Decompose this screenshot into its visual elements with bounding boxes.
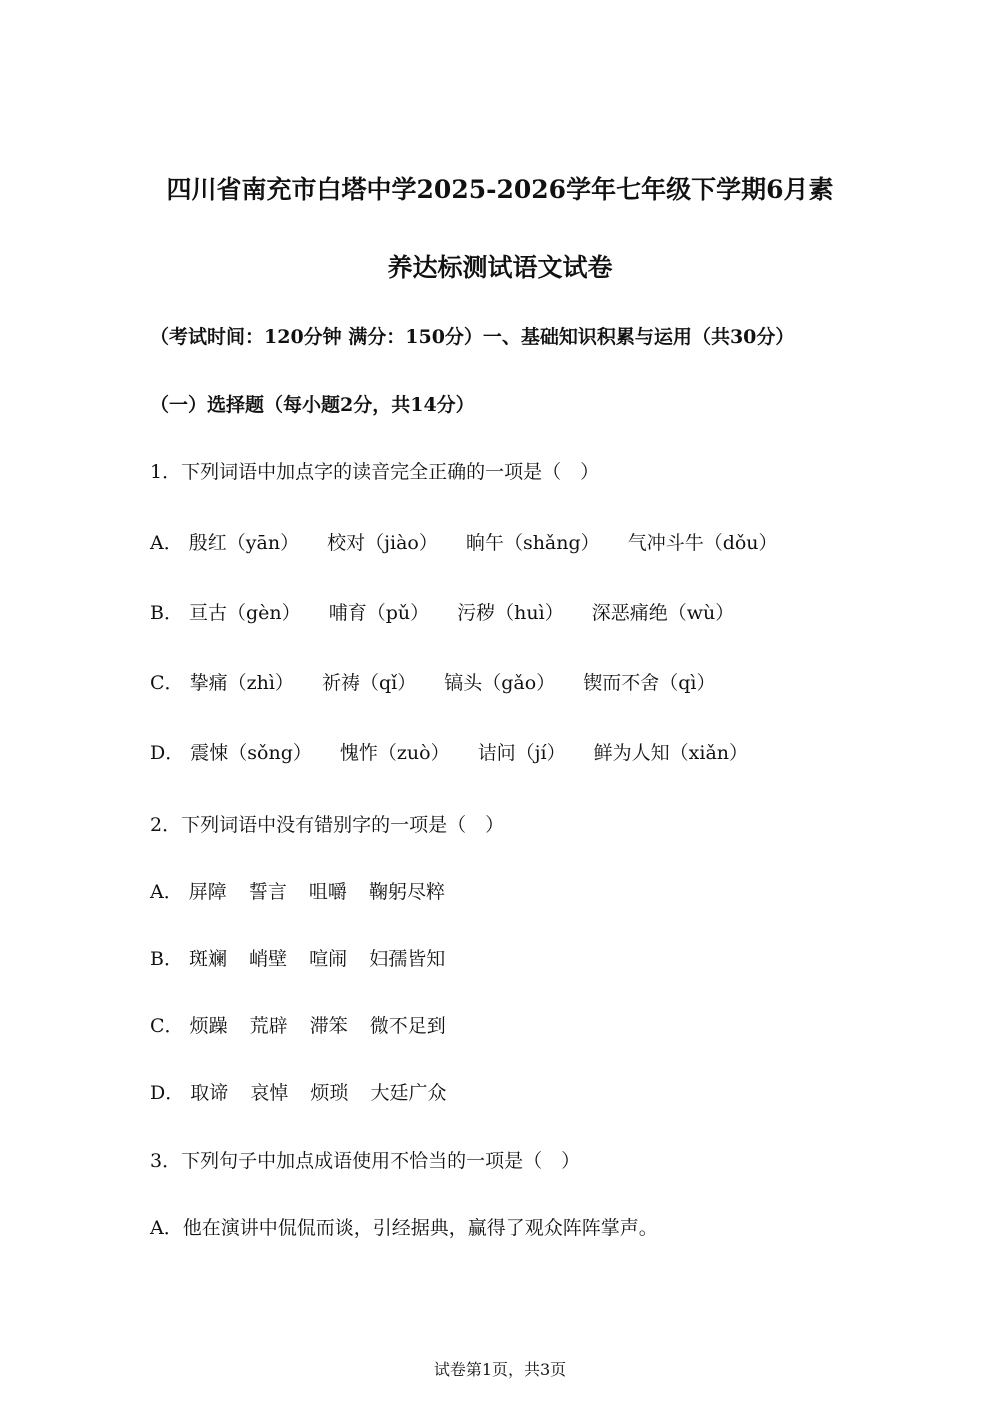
- q1-option-d: [150, 738, 870, 765]
- option-item: 亘古（gèn）: [189, 602, 301, 624]
- option-item: 校对（jiào）: [327, 532, 438, 554]
- option-item: 斑斓: [189, 948, 228, 970]
- option-item: 气冲斗牛（dǒu）: [627, 532, 778, 554]
- question-2-stem: 2．下列词语中没有错别字的一项是（ ）: [150, 814, 505, 836]
- title-line-1: 四川省南充市白塔中学2025-2026学年七年级下学期6月素: [166, 175, 834, 204]
- option-label: C．: [150, 1015, 184, 1037]
- option-item: 咀嚼: [308, 881, 347, 903]
- option-item: 晌午（shǎng）: [465, 532, 600, 554]
- q1-option-b: [150, 598, 870, 625]
- option-item: 深恶痛绝（wù）: [591, 602, 735, 624]
- option-label: D．: [150, 742, 185, 764]
- q1-option-c: [150, 668, 870, 695]
- option-item: 喧闹: [309, 948, 348, 970]
- option-label: A．: [150, 532, 183, 554]
- option-item: 震悚（sǒng）: [190, 742, 312, 764]
- q2-option-c: [150, 1011, 870, 1038]
- option-item: 愧怍（zuò）: [339, 742, 450, 764]
- option-item: 屏障: [188, 881, 227, 903]
- option-item: 微不足到: [369, 1015, 446, 1037]
- option-item: 大廷广众: [370, 1082, 447, 1104]
- option-item: 荒辟: [249, 1015, 288, 1037]
- option-label: D．: [150, 1082, 185, 1104]
- option-item: 祈祷（qǐ）: [321, 672, 417, 694]
- section-heading: （一）选择题（每小题2分，共14分）: [150, 394, 475, 416]
- option-item: 殷红（yān）: [188, 532, 300, 554]
- option-item: 峭壁: [249, 948, 288, 970]
- question-3-stem: 3．下列句子中加点成语使用不恰当的一项是（ ）: [150, 1150, 581, 1172]
- question-1-stem: 1．下列词语中加点字的读音完全正确的一项是（ ）: [150, 461, 600, 483]
- option-item: 妇孺皆知: [369, 948, 446, 970]
- q2-option-a: [150, 877, 870, 904]
- option-item: 挚痛（zhì）: [189, 672, 294, 694]
- option-item: 誓言: [248, 881, 287, 903]
- option-label: B．: [150, 602, 183, 624]
- title-line-2: 养达标测试语文试卷: [387, 253, 613, 282]
- q3-option-a: A．他在演讲中侃侃而谈，引经据典，赢得了观众阵阵掌声。: [150, 1217, 658, 1239]
- exam-info: （考试时间：120分钟 满分：150分）一、基础知识积累与运用（共30分）: [150, 326, 795, 348]
- option-item: 污秽（huì）: [457, 602, 564, 624]
- option-item: 锲而不舍（qì）: [583, 672, 716, 694]
- q2-option-d: [150, 1078, 870, 1105]
- option-item: 哺育（pǔ）: [328, 602, 430, 624]
- option-item: 滞笨: [309, 1015, 348, 1037]
- option-item: 鞠躬尽粹: [368, 881, 445, 903]
- option-item: 诘问（jí）: [477, 742, 566, 764]
- q2-option-b: [150, 944, 870, 971]
- option-item: 烦琐: [310, 1082, 349, 1104]
- option-item: 哀悼: [250, 1082, 289, 1104]
- option-item: 烦躁: [189, 1015, 228, 1037]
- page-footer: 试卷第1页，共3页: [433, 1360, 567, 1379]
- option-item: 镐头（gǎo）: [444, 672, 556, 694]
- option-label: A．: [150, 881, 183, 903]
- option-item: 鲜为人知（xiǎn）: [593, 742, 749, 764]
- q1-option-a: [150, 528, 870, 555]
- option-item: 取谛: [190, 1082, 229, 1104]
- option-label: B．: [150, 948, 183, 970]
- option-label: C．: [150, 672, 184, 694]
